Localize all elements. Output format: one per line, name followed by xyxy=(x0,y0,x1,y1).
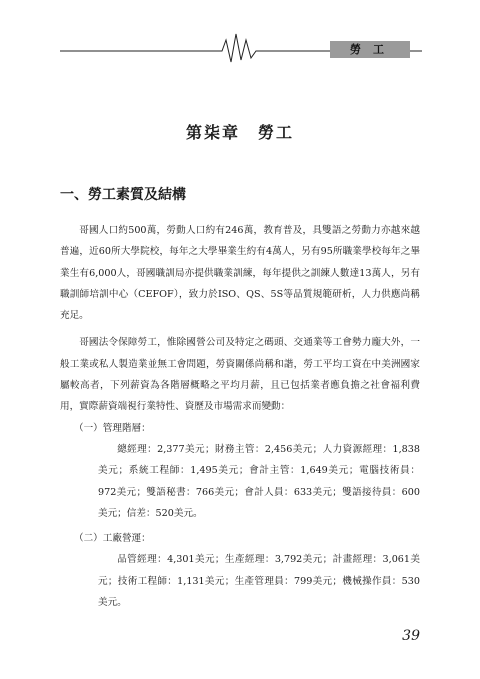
header-ekg-rule xyxy=(0,0,480,70)
body-text xyxy=(60,220,420,617)
paragraph: 哥國法令保障勞工，惟除國營公司及特定之碼頭、交通業等工會勢力龐大外，一般工業或私人製造業並無工會問題，勞資關係尚稱和諧，勞工平均工資在中美洲國家屬較高者，下列薪資為各階層概略之平均月薪，且已包括業者應負擔之社會福利費用，實際薪資端視行業特性、資歷及市場需求而變動： xyxy=(60,337,420,413)
chapter-title: 第柒章 勞工 xyxy=(185,123,294,142)
page-number: 39 xyxy=(402,628,420,644)
subsection-heading-factory: （二）工廠營運： xyxy=(74,533,151,545)
section-heading: 一、勞工素質及結構 xyxy=(60,187,186,203)
page-header xyxy=(0,0,480,70)
subsection-body-management: 總經理：2,377美元；財務主管：2,456美元；人力資源經理：1,838美元；系統工程師：1,495美元；會計主管：1,649美元；電腦技術員：972美元；雙語秘書：766美元；會計人員：633美元；雙語接待員：600美元；信差：520美元。 xyxy=(98,443,420,519)
section-tab-label: 勞工 xyxy=(330,41,410,58)
subsection-heading-management: （一）管理階層： xyxy=(74,422,151,434)
subsection-body-factory: 品管經理：4,301美元；生產經理：3,792美元；計畫經理：3,061美元；技術工程師：1,131美元；生產管理員：799美元；機械操作員：530美元。 xyxy=(98,554,420,609)
paragraph: 哥國人口約500萬，勞動人口約有246萬，教育普及，具雙語之勞動力亦越來越普遍，近60所大學院校，每年之大學畢業生約有4萬人，另有95所職業學校每年之畢業生有6,000人，哥國職訓局亦提供職業訓練，每年提供之訓練人數達13萬人，另有職訓師培訓中心（CEFOF），致力於ISO、QS、5S等品質規範研析，人力供應尚稱充足。 xyxy=(60,225,420,322)
